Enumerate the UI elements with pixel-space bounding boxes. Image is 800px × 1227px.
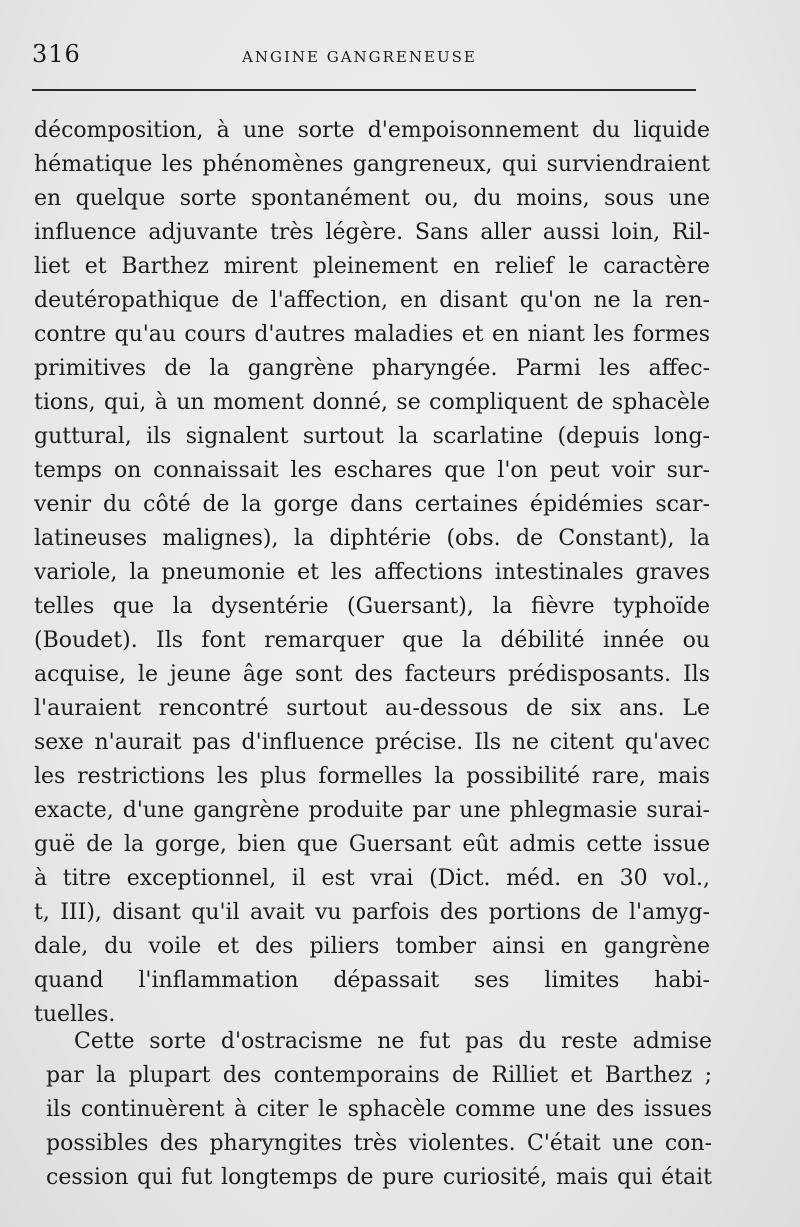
text-line: à titre exceptionnel, il est vrai (Dict. méd. en 30 vol., bbox=[34, 866, 710, 891]
text-line: influence adjuvante très légère. Sans aller aussi loin, Ril- bbox=[34, 220, 710, 245]
text-line: telles que la dysentérie (Guersant), la fièvre typhoïde bbox=[34, 594, 710, 619]
text-line: guttural, ils signalent surtout la scarlatine (depuis long- bbox=[34, 424, 710, 449]
header-rule bbox=[32, 89, 696, 91]
text-line: Cette sorte d'ostracisme ne fut pas du reste admise bbox=[74, 1029, 712, 1054]
text-line: tuelles. bbox=[34, 1002, 116, 1027]
running-title: ANGINE GANGRENEUSE bbox=[242, 48, 477, 66]
page-header bbox=[32, 38, 698, 78]
text-line: acquise, le jeune âge sont des facteurs prédisposants. Ils bbox=[34, 662, 710, 687]
text-line: décomposition, à une sorte d'empoisonnement du liquide bbox=[34, 118, 710, 143]
text-line: en quelque sorte spontanément ou, du moins, sous une bbox=[34, 186, 710, 211]
text-line: possibles des pharyngites très violentes. C'était une con- bbox=[46, 1131, 712, 1156]
text-line: exacte, d'une gangrène produite par une phlegmasie surai- bbox=[34, 798, 710, 823]
text-line: dale, du voile et des piliers tomber ainsi en gangrène bbox=[34, 934, 710, 959]
text-line: cession qui fut longtemps de pure curiosité, mais qui était bbox=[46, 1165, 712, 1190]
text-line: deutéropathique de l'affection, en disant qu'on ne la ren- bbox=[34, 288, 710, 313]
text-line: tions, qui, à un moment donné, se compliquent de sphacèle bbox=[34, 390, 710, 415]
paragraph-1 bbox=[34, 114, 710, 1032]
text-line: l'auraient rencontré surtout au-dessous de six ans. Le bbox=[34, 696, 710, 721]
text-line: contre qu'au cours d'autres maladies et en niant les formes bbox=[34, 322, 710, 347]
text-line: venir du côté de la gorge dans certaines épidémies scar- bbox=[34, 492, 710, 517]
text-line: par la plupart des contemporains de Rilliet et Barthez ; bbox=[46, 1063, 712, 1088]
page-number: 316 bbox=[32, 40, 81, 68]
paragraph-2 bbox=[46, 1025, 712, 1195]
text-line: liet et Barthez mirent pleinement en relief le caractère bbox=[34, 254, 710, 279]
text-line: temps on connaissait les eschares que l'on peut voir sur- bbox=[34, 458, 710, 483]
text-line: (Boudet). Ils font remarquer que la débilité innée ou bbox=[34, 628, 710, 653]
text-line: latineuses malignes), la diphtérie (obs. de Constant), la bbox=[34, 526, 710, 551]
text-line: sexe n'aurait pas d'influence précise. Ils ne citent qu'avec bbox=[34, 730, 710, 755]
text-line: quand l'inflammation dépassait ses limites habi- bbox=[34, 968, 710, 993]
text-line: variole, la pneumonie et les affections intestinales graves bbox=[34, 560, 710, 585]
text-line: guë de la gorge, bien que Guersant eût admis cette issue bbox=[34, 832, 710, 857]
text-line: les restrictions les plus formelles la possibilité rare, mais bbox=[34, 764, 710, 789]
text-line: t, III), disant qu'il avait vu parfois des portions de l'amyg- bbox=[34, 900, 710, 925]
text-line: primitives de la gangrène pharyngée. Parmi les affec- bbox=[34, 356, 710, 381]
text-line: ils continuèrent à citer le sphacèle comme une des issues bbox=[46, 1097, 712, 1122]
text-line: hématique les phénomènes gangreneux, qui surviendraient bbox=[34, 152, 710, 177]
